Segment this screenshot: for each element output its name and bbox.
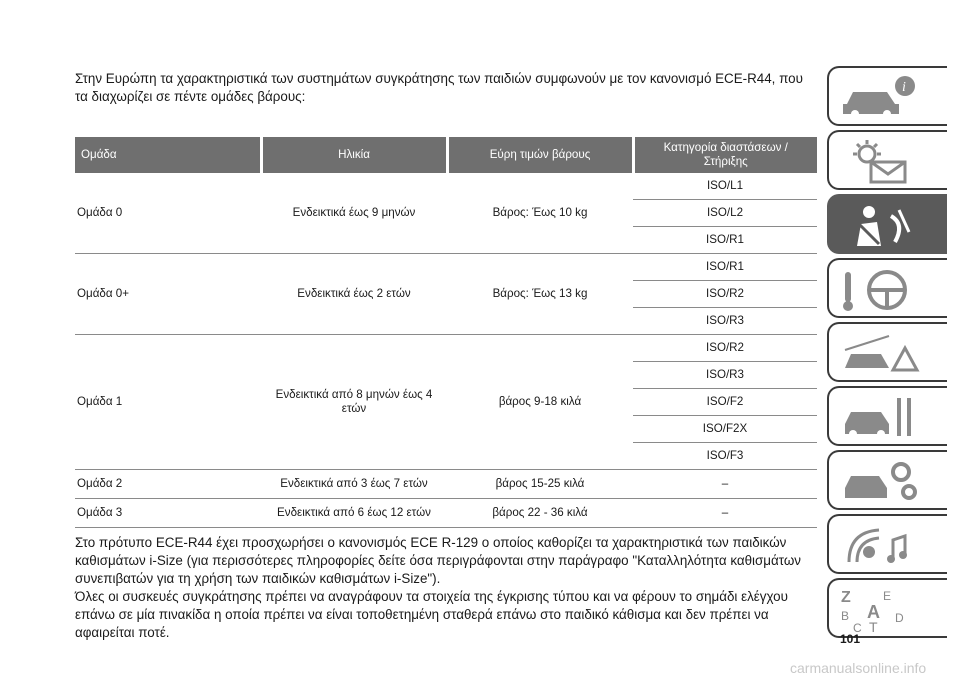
cell-size-class: ISO/R3 [633, 308, 817, 335]
tab-warning-lights[interactable] [827, 130, 947, 190]
index-letter: B [841, 609, 850, 623]
seatbelt-airbag-icon [839, 202, 929, 248]
cell-size-class: ISO/R3 [633, 362, 817, 389]
header-age: Ηλικία [261, 137, 447, 173]
cell-group: Ομάδα 1 [75, 335, 261, 470]
index-letter: T [869, 619, 878, 632]
cell-size-class: ISO/F2 [633, 389, 817, 416]
table-row [75, 470, 817, 499]
cell-size-class: ISO/F3 [633, 443, 817, 470]
car-info-icon [839, 74, 929, 120]
footer-paragraph-2: Όλες οι συσκευές συγκράτησης πρέπει να αναγράφουν τα στοιχεία της έγκρισης τύπου και να φέρουν το σημάδι ελέγχου επάνω σε μία πινακίδα η οποία πρέπει να είναι τοποθετημένη σταθερά επάνω στο παιδικό κάθισμα και δεν πρέπει να αφαιρείται ποτέ. [75, 589, 788, 640]
svg-text:i: i [902, 80, 906, 95]
steering-wheel-icon [839, 266, 929, 312]
cell-weight: βάρος 22 - 36 κιλά [447, 499, 633, 528]
cell-group: Ομάδα 2 [75, 470, 261, 499]
tab-car-info[interactable] [827, 66, 947, 126]
tab-index[interactable] [827, 578, 947, 638]
tab-driving[interactable] [827, 258, 947, 318]
page-number: 101 [840, 632, 861, 646]
table-row [75, 254, 817, 281]
emergency-icon [839, 330, 929, 376]
cell-size-class: ISO/L1 [633, 173, 817, 200]
index-letter: A [867, 602, 880, 622]
watermark: carmanualsonline.info [790, 660, 927, 676]
table-row [75, 335, 817, 362]
table-header-row [75, 137, 817, 173]
maintenance-icon [839, 394, 929, 440]
cell-age: Ενδεικτικά από 3 έως 7 ετών [261, 470, 447, 499]
cell-size-class: ISO/R1 [633, 227, 817, 254]
tab-safety[interactable] [827, 194, 947, 254]
tab-maintenance[interactable] [827, 386, 947, 446]
cell-weight: Βάρος: Έως 10 kg [447, 173, 633, 254]
cell-group: Ομάδα 0 [75, 173, 261, 254]
cell-size-class: ISO/R2 [633, 335, 817, 362]
table-row [75, 499, 817, 528]
technical-data-icon [839, 458, 929, 504]
tab-technical-data[interactable] [827, 450, 947, 510]
warning-lights-icon [839, 138, 929, 184]
index-letter: Z [841, 589, 851, 606]
index-letter: C [853, 621, 862, 632]
child-restraint-groups-table [75, 137, 817, 528]
cell-size-class: ISO/L2 [633, 200, 817, 227]
index-letter: E [883, 589, 892, 603]
table-row [75, 173, 817, 200]
cell-group: Ομάδα 0+ [75, 254, 261, 335]
index-letter: D [895, 611, 904, 625]
cell-age: Ενδεικτικά έως 9 μηνών [261, 173, 447, 254]
page-content [75, 70, 817, 642]
cell-age: Ενδεικτικά από 8 μηνών έως 4 ετών [261, 335, 447, 470]
footer-paragraph-1: Στο πρότυπο ECE-R44 έχει προσχωρήσει ο κανονισμός ECE R-129 ο οποίος καθορίζει τα χαρακτηριστικά των παιδικών καθισμάτων i-Size (για περισσότερες πληροφορίες δείτε όσα περιγράφονται στην παράγραφο "Καταλληλότητα καθισμάτων συνεπιβατών για τη χρήση των παιδικών καθισμάτων i-Size"). [75, 535, 801, 586]
index-icon [839, 586, 929, 632]
cell-weight: βάρος 15-25 κιλά [447, 470, 633, 499]
cell-group: Ομάδα 3 [75, 499, 261, 528]
cell-weight: βάρος 9-18 κιλά [447, 335, 633, 470]
cell-size-class: – [633, 499, 817, 528]
intro-paragraph: Στην Ευρώπη τα χαρακτηριστικά των συστημάτων συγκράτησης των παιδιών συμφωνούν με τον κανονισμό ECE-R44, που τα διαχωρίζει σε πέντε ομάδες βάρους: [75, 71, 803, 104]
cell-size-class: – [633, 470, 817, 499]
cell-size-class: ISO/F2X [633, 416, 817, 443]
tab-multimedia[interactable] [827, 514, 947, 574]
header-size-class: Κατηγορία διαστάσεων / Στήριξης [633, 137, 817, 173]
cell-age: Ενδεικτικά από 6 έως 12 ετών [261, 499, 447, 528]
cell-age: Ενδεικτικά έως 2 ετών [261, 254, 447, 335]
tab-emergency[interactable] [827, 322, 947, 382]
cell-size-class: ISO/R1 [633, 254, 817, 281]
header-weight: Εύρη τιμών βάρους [447, 137, 633, 173]
header-group: Ομάδα [75, 137, 261, 173]
cell-weight: Βάρος: Έως 13 kg [447, 254, 633, 335]
footer-text [75, 534, 817, 642]
multimedia-icon [839, 522, 929, 568]
cell-size-class: ISO/R2 [633, 281, 817, 308]
